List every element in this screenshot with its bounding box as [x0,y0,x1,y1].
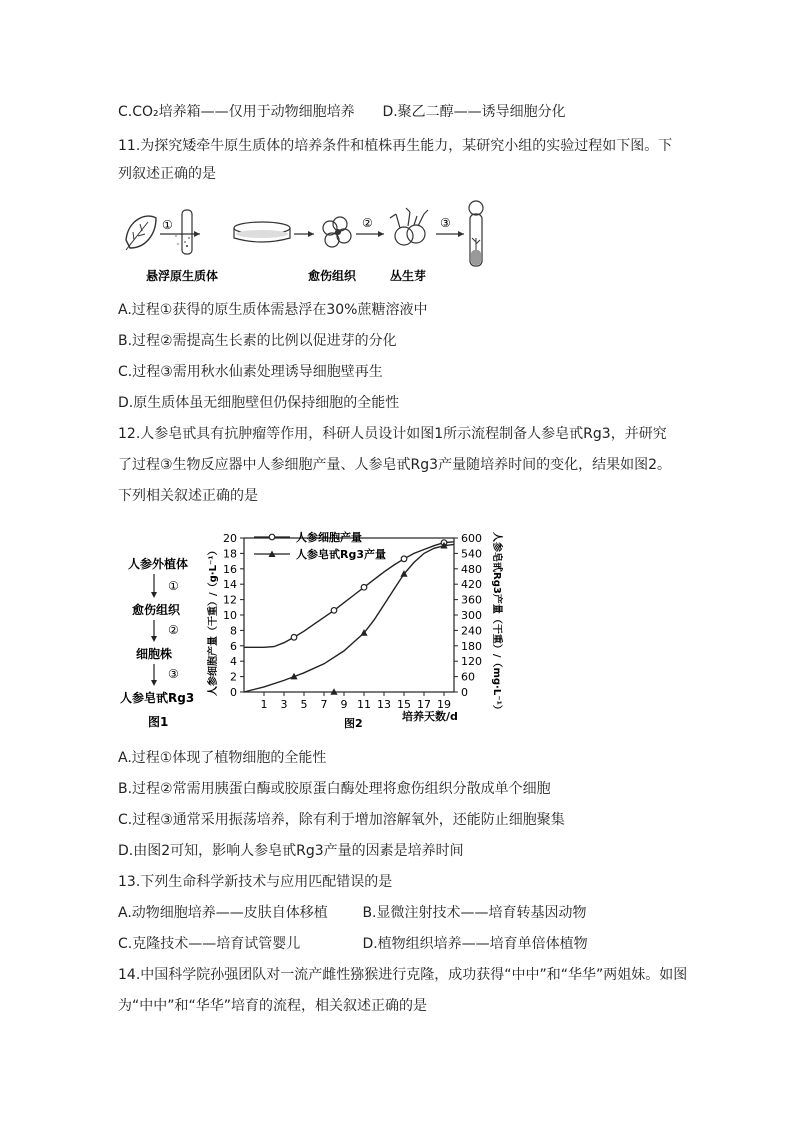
y-right-tick-label: 180 [461,639,482,653]
fig2-legend [254,530,386,561]
fig1-caption: 图1 [148,715,169,729]
x-tick-label: 13 [377,698,391,711]
x-tick-label: 11 [357,698,371,711]
q13-option-a: A.动物细胞培养——皮肤自体移植 [118,905,328,921]
y-right-tick-label: 300 [461,609,482,622]
q12-option-b: B.过程②常需用胰蛋白酶或胶原蛋白酶处理将愈伤组织分散成单个细胞 [118,781,551,797]
callus-icon [323,217,351,247]
legend-series-1: 人参细胞产量 [296,531,362,544]
q12-stem-line3: 下列相关叙述正确的是 [118,488,258,504]
q13-options-row1 [118,903,587,923]
fig1-node-callus: 愈伤组织 [132,603,181,617]
label-protoplast: 悬浮原生质体 [146,269,219,283]
fig1-step3: ③ [168,667,179,681]
fig1-node-explant: 人参外植体 [128,557,189,571]
fig1-node-cell-line: 细胞株 [136,647,173,661]
fig2-plot-frame [244,538,454,692]
y-left-tick-label: 12 [223,593,237,607]
q11-stem-line1: 11.为探究矮牵牛原生质体的培养条件和植株再生能力，某研究小组的实验过程如下图。下 [118,138,673,154]
q11-option-c: C.过程③需用秋水仙素处理诱导细胞壁再生 [118,364,383,380]
circle-marker [331,608,337,614]
y-left-tick-label: 20 [223,532,237,545]
fig2-ylabel-left: 人参细胞产量（干重）/（g·L⁻¹） [208,545,219,696]
x-tick-label: 7 [320,698,328,711]
y-left-tick-label: 6 [230,639,237,653]
q13-option-c: C.克隆技术——培育试管婴儿 [118,936,301,952]
q10-option-d: D.聚乙二醇——诱导细胞分化 [382,104,566,120]
circle-marker [401,556,407,562]
q11-process-diagram [118,198,498,286]
q13-option-d: D.植物组织培养——培育单倍体植物 [362,936,588,952]
y-right-tick-label: 0 [461,686,468,699]
petri-dish-icon [234,222,290,242]
label-shoots: 丛生芽 [390,269,427,283]
series-line-2 [244,544,454,692]
y-right-tick-label: 420 [461,578,482,592]
fig2-xlabel: 培养天数/d [402,710,458,723]
leaf-icon [126,216,156,250]
shoots-icon [390,208,428,245]
q14-stem-line1: 14.中国科学院孙强团队对一流产雌性猕猴进行克隆，成功获得“中中”和“华华”两姐妹。如图 [118,967,688,983]
q12-option-d: D.由图2可知，影响人参皂甙Rg3产量的因素是培养时间 [118,843,464,859]
q14-stem-line2: 为“中中”和“华华”培育的流程，相关叙述正确的是 [118,998,428,1014]
test-tube-icon [175,210,192,254]
y-right-tick-label: 540 [461,547,482,561]
legend-series-2: 人参皂甙Rg3产量 [296,548,386,561]
y-left-tick-label: 16 [223,562,237,576]
q11-option-d: D.原生质体虽无细胞壁但仍保持细胞的全能性 [118,395,400,411]
y-left-tick-label: 10 [223,609,237,622]
y-left-tick-label: 4 [230,655,237,669]
fig2-ylabel-right: 人参皂甙Rg3产量（干重）/（mg·L⁻¹） [491,532,502,715]
q12-option-a: A.过程①体现了植物细胞的全能性 [118,750,327,766]
x-tick-label: 17 [417,698,431,711]
label-callus: 愈伤组织 [308,269,357,283]
q12-option-c: C.过程③通常采用振荡培养，除有利于增加溶解氧外，还能防止细胞聚集 [118,812,565,828]
q13-options-row2 [118,934,588,954]
q11-option-a: A.过程①获得的原生质体需悬浮在30%蔗糖溶液中 [118,302,428,318]
plantlet-tube-icon [469,201,483,266]
step2-marker: ② [362,216,373,230]
x-tick-label: 15 [397,698,411,711]
y-left-tick-label: 8 [230,624,237,638]
q10-option-c: C.CO₂培养箱——仅用于动物细胞培养 [118,104,355,120]
fig2-chart [204,520,514,730]
y-left-tick-label: 0 [230,686,237,699]
q12-stem-line1: 12.人参皂甙具有抗肿瘤等作用，科研人员设计如图1所示流程制备人参皂甙Rg3，并研究 [118,426,667,442]
legend-circle-marker [269,534,275,540]
y-left-tick-label: 14 [223,578,237,592]
x-tick-label: 3 [280,698,288,711]
y-left-tick-label: 2 [230,670,237,684]
y-right-tick-label: 60 [461,670,475,684]
y-left-tick-label: 18 [223,547,237,561]
y-right-tick-label: 240 [461,624,482,638]
fig1-step2: ② [168,623,179,637]
x-tick-label: 19 [437,698,451,711]
step3-marker: ③ [440,216,451,230]
y-right-tick-label: 120 [461,655,482,669]
y-right-tick-label: 360 [461,593,482,607]
circle-marker [291,635,297,641]
q11-stem-line2: 列叙述正确的是 [118,166,216,182]
q10-options-row [118,102,566,122]
q11-option-b: B.过程②需提高生长素的比例以促进芽的分化 [118,333,397,349]
fig2-caption: 图2 [344,717,363,730]
q12-stem-line2: 了过程③生物反应器中人参细胞产量、人参皂甙Rg3产量随培养时间的变化，结果如图2。 [118,457,671,473]
x-tick-label: 1 [260,698,268,711]
y-right-tick-label: 600 [461,532,482,545]
circle-marker [361,584,367,590]
fig1-node-rg3: 人参皂甙Rg3 [120,691,195,705]
y-right-tick-label: 480 [461,562,482,576]
q13-stem: 13.下列生命科学新技术与应用匹配错误的是 [118,874,393,890]
x-tick-label: 9 [340,698,348,711]
step1-marker: ① [162,218,173,232]
q13-option-b: B.显微注射技术——培育转基因动物 [362,905,587,921]
fig1-step1: ① [168,579,179,593]
x-tick-label: 5 [300,698,308,711]
